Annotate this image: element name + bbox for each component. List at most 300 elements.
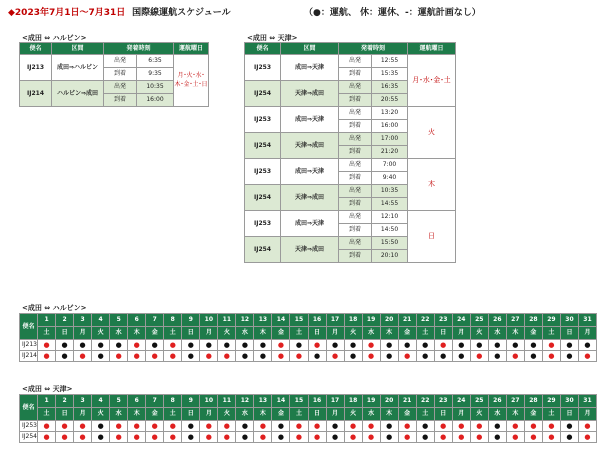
date-cell: 27 [506,314,524,327]
weekday-cell: 水 [236,327,254,340]
route: 成田⇒天津 [281,159,339,185]
arr-label: 到着 [339,146,372,159]
operating-dot: ● [295,351,303,360]
operating-dot: ● [458,351,465,360]
date-cell: 25 [470,395,488,408]
operating-dot: ● [97,340,104,349]
date-cell: 6 [128,395,146,408]
monthly-harbin-table [19,313,597,362]
weekday-cell: 金 [146,327,164,340]
date-cell: 19 [362,395,380,408]
operating-dot: ● [259,421,266,430]
arr-time: 20:10 [372,250,408,263]
operating-dot: ● [295,432,303,441]
col-route: 区間 [281,43,339,55]
operation-cell [218,340,236,351]
operating-dot: ● [584,421,591,430]
operation-cell [542,432,560,443]
route: 成田⇒天津 [281,55,339,81]
operating-dot: ● [223,432,230,441]
operation-cell [74,421,92,432]
operating-dot: ● [223,351,230,360]
date-cell: 10 [200,395,218,408]
operation-cell [254,421,272,432]
weekday-cell: 金 [398,327,416,340]
operating-dot: ● [97,432,104,441]
weekday-cell: 木 [506,327,524,340]
table-row [20,340,597,351]
operating-dot: ● [566,340,573,349]
operating-dot: ● [313,421,321,430]
date-cell: 7 [146,314,164,327]
date-cell: 2 [56,395,74,408]
weekday-cell: 金 [146,408,164,421]
header-bullet: ◆ [8,8,15,18]
weekday-cell: 月 [326,408,344,421]
operation-cell [182,340,200,351]
route: 天津⇒成田 [281,133,339,159]
operating-dot: ● [79,340,86,349]
operating-dot: ● [205,351,212,360]
operation-cell [182,421,200,432]
operation-cell [56,340,74,351]
weekday-cell: 月 [578,327,596,340]
operation-cell [488,351,506,362]
header-row [20,43,209,55]
flight-number: IJ214 [20,81,52,107]
weekday-cell: 日 [560,408,578,421]
date-cell: 15 [290,395,308,408]
operation-cell [380,421,398,432]
date-cell: 12 [236,314,254,327]
operation-cell [308,351,326,362]
operating-dot: ● [584,340,591,349]
weekday-cell: 木 [506,408,524,421]
dep-label: 出発 [339,159,372,172]
operation-cell [74,351,92,362]
date-cell: 18 [344,314,362,327]
weekday-cell: 水 [362,408,380,421]
date-cell: 29 [542,314,560,327]
operation-cell [578,432,596,443]
operation-cell [488,421,506,432]
operation-cell [290,421,308,432]
operating-dot: ● [277,421,284,430]
date-cell: 27 [506,395,524,408]
flight-number: IJ253 [245,159,281,185]
operation-cell [146,351,164,362]
operation-cell [164,421,182,432]
arr-label: 到着 [104,68,137,81]
operation-cell [236,340,254,351]
flight-number: IJ253 [245,211,281,237]
flight-row [20,55,209,68]
dep-label: 出発 [339,55,372,68]
operating-dot: ● [187,421,194,430]
operation-cell [74,340,92,351]
operation-cell [506,340,524,351]
dep-time: 6:35 [137,55,174,68]
operation-cell [470,432,488,443]
date-cell: 19 [362,314,380,327]
operating-day: 月･水･金･土 [408,55,456,107]
flight-row [245,55,456,68]
weekday-cell: 土 [290,327,308,340]
weekday-cell: 月 [74,327,92,340]
date-cell: 30 [560,395,578,408]
operation-cell [254,432,272,443]
arr-label: 到着 [104,94,137,107]
weekday-cell: 土 [164,408,182,421]
operating-dot: ● [331,432,339,441]
operating-dot: ● [548,340,555,349]
operation-cell [56,421,74,432]
table-row [20,351,597,362]
flight-number: IJ253 [20,421,38,432]
weekday-cell: 水 [488,327,506,340]
dep-time: 12:55 [372,55,408,68]
operating-dot: ● [476,340,483,349]
operating-dot: ● [295,340,303,349]
operating-dot: ● [205,340,212,349]
operation-cell [110,432,128,443]
operating-dot: ● [548,351,555,360]
arr-time: 16:00 [137,94,174,107]
flight-number: IJ254 [245,81,281,107]
date-cell: 5 [110,314,128,327]
operating-dot: ● [169,351,176,360]
dep-label: 出発 [339,237,372,250]
operating-dot: ● [43,351,50,360]
weekday-cell: 火 [218,327,236,340]
date-cell: 8 [164,395,182,408]
operation-cell [380,340,398,351]
operating-dot: ● [223,421,230,430]
operating-dot: ● [331,421,339,430]
date-cell: 20 [380,395,398,408]
dep-time: 15:50 [372,237,408,250]
date-cell: 10 [200,314,218,327]
tianjin-schedule-table [244,42,456,263]
weekday-cell: 火 [92,408,110,421]
operation-cell [128,432,146,443]
monthly-tianjin-table [19,394,597,443]
date-cell: 14 [272,314,290,327]
operating-dot: ● [386,432,393,441]
operating-dot: ● [368,432,375,441]
arr-time: 20:55 [372,94,408,107]
operation-cell [560,432,578,443]
weekday-cell: 土 [164,327,182,340]
operating-dot: ● [187,351,194,360]
operating-dot: ● [404,340,411,349]
operating-dot: ● [133,340,140,349]
legend-text: （●：運航、 休：運休、-：運航計画なし） [304,8,481,18]
flight-label: 便名 [20,314,38,340]
flight-row [245,107,456,120]
operation-cell [488,432,506,443]
operation-cell [416,421,434,432]
date-cell: 24 [452,314,470,327]
date-cell: 16 [308,314,326,327]
operation-cell [200,340,218,351]
operating-dot: ● [241,421,248,430]
operating-dot: ● [422,421,429,430]
operation-cell [236,432,254,443]
flight-number: IJ213 [20,55,52,81]
operation-cell [488,340,506,351]
date-cell: 9 [182,395,200,408]
operation-cell [38,421,56,432]
weekday-cell: 火 [218,408,236,421]
weekday-cell: 金 [524,408,542,421]
operating-dot: ● [584,432,591,441]
monthly-harbin-caption: <成田 ⇔ ハルビン> [22,304,87,312]
weekday-cell: 日 [308,408,326,421]
weekday-cell: 水 [110,327,128,340]
weekday-cell: 金 [272,408,290,421]
operating-dot: ● [386,421,393,430]
route: 天津⇒成田 [281,81,339,107]
operation-cell [398,432,416,443]
operating-dot: ● [205,421,212,430]
weekday-cell: 木 [128,327,146,340]
route: 成田⇒天津 [281,107,339,133]
weekday-cell: 水 [362,327,380,340]
weekday-cell: 土 [542,327,560,340]
dep-label: 出発 [339,133,372,146]
operation-cell [434,340,452,351]
date-cell: 4 [92,314,110,327]
weekday-cell: 火 [344,327,362,340]
date-cell: 1 [38,314,56,327]
operation-cell [56,432,74,443]
operating-dot: ● [512,340,519,349]
col-days: 運航曜日 [174,43,209,55]
operating-dot: ● [151,432,158,441]
operation-cell [128,421,146,432]
weekday-cell: 日 [56,327,74,340]
operation-cell [506,351,524,362]
date-cell: 23 [434,395,452,408]
date-row [20,314,597,327]
operating-dot: ● [404,432,411,441]
weekday-cell: 水 [488,408,506,421]
operation-cell [290,351,308,362]
flight-number: IJ254 [245,185,281,211]
operating-dot: ● [368,421,375,430]
arr-label: 到着 [339,198,372,211]
operation-cell [524,340,542,351]
operation-cell [416,351,434,362]
operating-dot: ● [115,432,122,441]
arr-time: 9:35 [137,68,174,81]
flight-row [245,211,456,224]
weekday-cell: 月 [200,408,218,421]
operating-dot: ● [115,340,122,349]
operating-dot: ● [79,421,86,430]
weekday-row [20,408,597,421]
operating-dot: ● [133,351,140,360]
operating-dot: ● [259,432,266,441]
operating-dot: ● [277,432,284,441]
operating-dot: ● [440,432,447,441]
operating-dot: ● [548,432,555,441]
arr-time: 9:40 [372,172,408,185]
operation-cell [92,351,110,362]
operation-cell [254,340,272,351]
header-row [245,43,456,55]
dep-time: 12:10 [372,211,408,224]
operation-cell [308,421,326,432]
operation-cell [254,351,272,362]
date-cell: 11 [218,314,236,327]
date-cell: 22 [416,314,434,327]
operation-cell [506,421,524,432]
operating-dot: ● [133,421,140,430]
operation-cell [128,340,146,351]
operation-cell [38,351,56,362]
operation-cell [110,421,128,432]
route: 天津⇒成田 [281,185,339,211]
operating-dot: ● [169,421,176,430]
weekday-cell: 月 [200,327,218,340]
date-cell: 16 [308,395,326,408]
date-cell: 23 [434,314,452,327]
weekday-cell: 水 [110,408,128,421]
operation-cell [164,351,182,362]
operating-dot: ● [530,351,537,360]
operation-cell [578,340,596,351]
operating-dot: ● [205,432,212,441]
operating-dot: ● [548,421,555,430]
operation-cell [56,351,74,362]
operation-cell [236,421,254,432]
operation-cell [542,421,560,432]
operation-cell [416,340,434,351]
arr-label: 到着 [339,120,372,133]
arr-label: 到着 [339,250,372,263]
weekday-cell: 木 [128,408,146,421]
operating-dot: ● [530,340,537,349]
weekday-cell: 木 [254,327,272,340]
operation-cell [578,351,596,362]
operating-dot: ● [404,351,411,360]
flight-number: IJ253 [245,107,281,133]
weekday-cell: 日 [56,408,74,421]
date-cell: 31 [578,395,596,408]
operation-cell [272,432,290,443]
weekday-cell: 月 [326,327,344,340]
operation-cell [326,421,344,432]
date-cell: 29 [542,395,560,408]
route: 天津⇒成田 [281,237,339,263]
operation-cell [272,351,290,362]
weekday-cell: 火 [470,408,488,421]
page-header [8,5,481,18]
page-title: 国際線運航スケジュール [132,8,231,18]
col-flight: 便名 [245,43,281,55]
operation-cell [524,421,542,432]
weekday-cell: 日 [434,408,452,421]
operating-dot: ● [350,351,357,360]
date-cell: 3 [74,395,92,408]
operation-cell [326,432,344,443]
operating-dot: ● [241,432,248,441]
operating-dot: ● [566,432,573,441]
operating-dot: ● [350,340,357,349]
weekday-cell: 月 [452,408,470,421]
weekday-cell: 火 [92,327,110,340]
operating-dot: ● [151,351,158,360]
operating-dot: ● [43,340,50,349]
operating-dot: ● [169,340,176,349]
date-cell: 24 [452,395,470,408]
operation-cell [344,432,362,443]
operation-cell [92,340,110,351]
operation-cell [92,432,110,443]
arr-time: 21:20 [372,146,408,159]
weekday-cell: 日 [434,327,452,340]
operation-cell [272,340,290,351]
operating-dot: ● [151,340,158,349]
operation-cell [128,351,146,362]
operating-dot: ● [530,421,537,430]
operation-cell [182,432,200,443]
weekday-cell: 日 [182,408,200,421]
date-cell: 5 [110,395,128,408]
flight-row [245,159,456,172]
operation-cell [218,432,236,443]
operating-dot: ● [368,351,375,360]
weekday-cell: 木 [380,408,398,421]
dep-time: 17:00 [372,133,408,146]
date-cell: 26 [488,395,506,408]
weekday-cell: 月 [74,408,92,421]
date-cell: 28 [524,395,542,408]
operating-dot: ● [350,432,357,441]
operating-dot: ● [187,340,194,349]
operating-dot: ● [476,432,483,441]
flight-number: IJ254 [245,133,281,159]
date-cell: 30 [560,314,578,327]
route: 成田⇒天津 [281,211,339,237]
operating-dot: ● [458,421,465,430]
flight-number: IJ253 [245,55,281,81]
date-cell: 9 [182,314,200,327]
operation-cell [290,432,308,443]
operation-cell [560,340,578,351]
operating-dot: ● [566,421,573,430]
date-cell: 6 [128,314,146,327]
flight-number: IJ214 [20,351,38,362]
date-cell: 4 [92,395,110,408]
harbin-schedule-table [19,42,209,107]
operating-dot: ● [512,432,519,441]
col-time: 発着時刻 [104,43,174,55]
operating-dot: ● [422,432,429,441]
operation-cell [200,351,218,362]
operating-dot: ● [331,340,339,349]
date-cell: 18 [344,395,362,408]
operation-cell [182,351,200,362]
weekday-cell: 土 [416,408,434,421]
date-cell: 26 [488,314,506,327]
arr-label: 到着 [339,224,372,237]
operation-cell [452,421,470,432]
operating-dot: ● [566,351,573,360]
operation-cell [218,421,236,432]
